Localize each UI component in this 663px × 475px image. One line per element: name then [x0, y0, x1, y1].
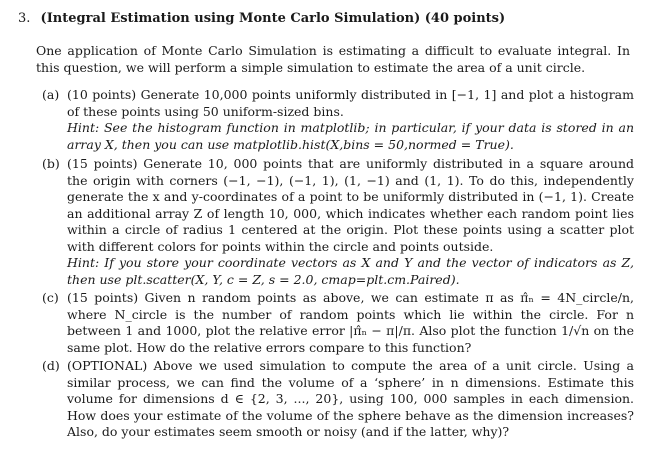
- part-label: (d): [42, 358, 60, 373]
- problem-heading: [18, 11, 505, 27]
- problem-title: (Integral Estimation using Monte Carlo Simulation) (40 points): [40, 11, 506, 26]
- part-hint: Hint: See the histogram function in matplotlib; in particular, if your data is stored in an array X, then you can use matplotlib.hist(X,bins = 50,normed = True).: [67, 120, 634, 152]
- part-c: [42, 290, 634, 356]
- part-label: (c): [42, 290, 59, 305]
- problem-number: 3.: [18, 11, 31, 26]
- part-hint: Hint: If you store your coordinate vectors as X and Y and the vector of indicators as Z, then use plt.scatter(X, Y, c = Z, s = 2.0, cmap=plt.cm.Paired).: [67, 255, 634, 287]
- part-label: (a): [42, 87, 60, 102]
- part-b: [42, 156, 634, 288]
- part-a: [42, 87, 634, 153]
- part-body: (10 points) Generate 10,000 points uniformly distributed in [−1, 1] and plot a histogram of these points using 50 uniform-sized bins.: [67, 87, 634, 119]
- part-label: (b): [42, 156, 60, 171]
- part-body: (OPTIONAL) Above we used simulation to compute the area of a unit circle. Using a similar process, we can find the volume of a ‘sphere’ in n dimensions. Estimate this volume for dimensions d ∈ {2, 3, ..., 20}, using 100, 000 samples in each dimension. How does your estimate of the volume of the sphere behave as the dimension increases? Also, do your estimates seem smooth or noisy (and if the latter, why)?: [67, 358, 634, 439]
- part-body: (15 points) Given n random points as above, we can estimate π as π̂ₙ = 4N_circle/n, where N_circle is the number of random points which lie within the circle. For n between 1 and 1000, plot the relative error |π̂ₙ − π|/π. Also plot the function 1/√n on the same plot. How do the relative errors compare to this function?: [67, 290, 634, 355]
- problem-intro: One application of Monte Carlo Simulation is estimating a difficult to evaluate integral. In this question, we will perform a simple simulation to estimate the area of a unit circle.: [36, 43, 630, 75]
- part-d: [42, 358, 634, 441]
- part-body: (15 points) Generate 10, 000 points that are uniformly distributed in a square around the origin with corners (−1, −1), (−1, 1), (1, −1) and (1, 1). To do this, independently generate the x and y-coordinates of a point to be uniformly distributed in (−1, 1). Create an additional array Z of length 10, 000, which indicates whether each random point lies within a circle of radius 1 centered at the origin. Plot these points using a scatter plot with different colors for points within the circle and points outside.: [67, 156, 634, 254]
